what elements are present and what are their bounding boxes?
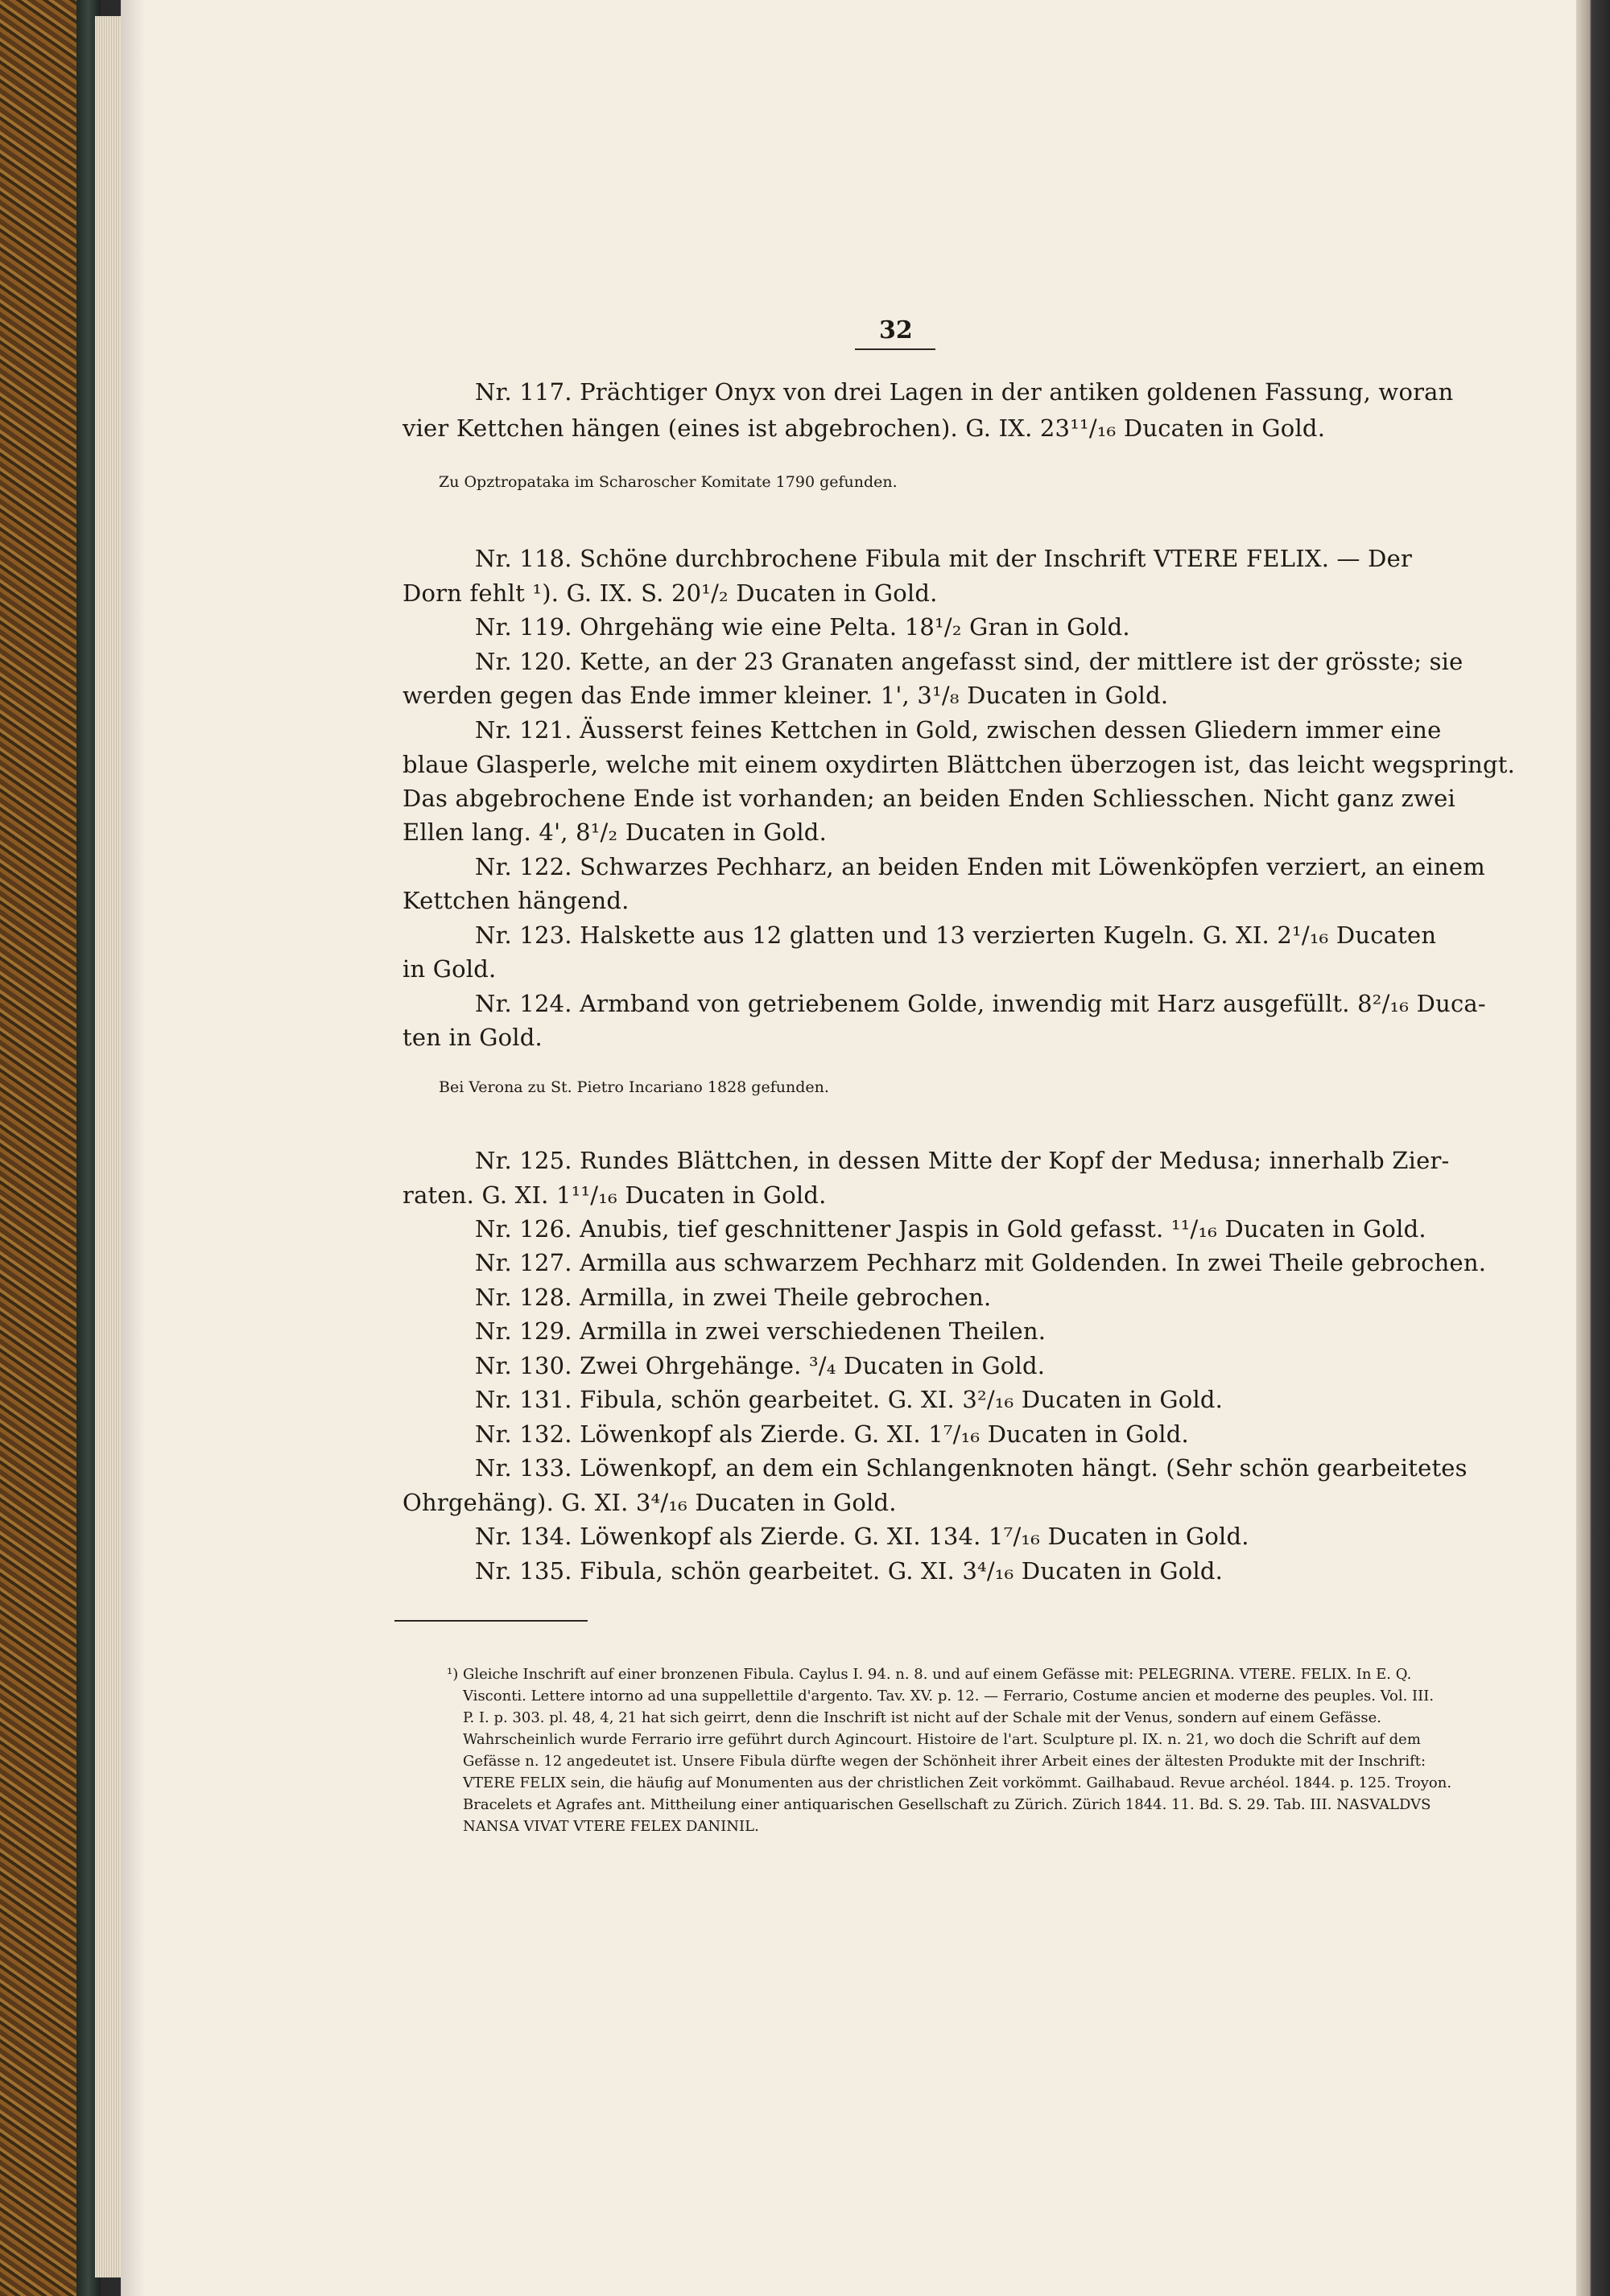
footnote-line: Bracelets et Agrafes ant. Mittheilung einer antiquarischen Gesellschaft zu Zürich. Zürich 1844. 11. Bd. S. 29. Tab. III. NASVALDVS bbox=[463, 1796, 1431, 1813]
page-number-rule bbox=[855, 348, 935, 350]
body-line: Nr. 129. Armilla in zwei verschiedenen Theilen. bbox=[475, 1317, 1046, 1345]
body-line: Nr. 124. Armband von getriebenem Golde, inwendig mit Harz ausgefüllt. 8²/₁₆ Duca- bbox=[475, 990, 1486, 1017]
body-line: ten in Gold. bbox=[402, 1024, 543, 1051]
body-line: Nr. 127. Armilla aus schwarzem Pechharz mit Goldenden. In zwei Theile gebrochen. bbox=[475, 1249, 1487, 1276]
body-line: Nr. 123. Halskette aus 12 glatten und 13 verzierten Kugeln. G. XI. 2¹/₁₆ Ducaten bbox=[475, 921, 1437, 949]
body-line: Dorn fehlt ¹). G. IX. S. 20¹/₂ Ducaten in Gold. bbox=[402, 579, 938, 607]
body-line: Nr. 117. Prächtiger Onyx von drei Lagen in der antiken goldenen Fassung, woran bbox=[475, 378, 1454, 406]
body-line: raten. G. XI. 1¹¹/₁₆ Ducaten in Gold. bbox=[402, 1181, 827, 1209]
footnote-rule bbox=[394, 1620, 588, 1622]
body-line: Nr. 126. Anubis, tief geschnittener Jaspis in Gold gefasst. ¹¹/₁₆ Ducaten in Gold. bbox=[475, 1215, 1426, 1243]
footnote-line: Gefässe n. 12 angedeutet ist. Unsere Fibula dürfte wegen der Schönheit ihrer Arbeit eines der ältesten Produkte mit der Inschrift: bbox=[463, 1753, 1426, 1770]
body-line: Nr. 118. Schöne durchbrochene Fibula mit der Inschrift VTERE FELIX. — Der bbox=[475, 545, 1413, 572]
body-line: Nr. 133. Löwenkopf, an dem ein Schlangenknoten hängt. (Sehr schön gearbeitetes bbox=[475, 1454, 1468, 1482]
body-line: Ohrgehäng). G. XI. 3⁴/₁₆ Ducaten in Gold. bbox=[402, 1489, 897, 1516]
page-gutter-shadow bbox=[121, 0, 145, 2296]
body-line: Nr. 135. Fibula, schön gearbeitet. G. XI. 3⁴/₁₆ Ducaten in Gold. bbox=[475, 1557, 1224, 1585]
body-line: Nr. 128. Armilla, in zwei Theile gebrochen. bbox=[475, 1284, 992, 1311]
body-line: Nr. 121. Äusserst feines Kettchen in Gold, zwischen dessen Gliedern immer eine bbox=[475, 716, 1442, 744]
find-note: Zu Opztropataka im Scharoscher Komitate 1790 gefunden. bbox=[439, 473, 898, 491]
footnote-line: P. I. p. 303. pl. 48, 4, 21 hat sich geirrt, denn die Inschrift ist nicht auf der Schale mit der Venus, sondern auf einem Gefässe. bbox=[463, 1709, 1381, 1726]
body-line: Kettchen hängend. bbox=[402, 887, 630, 914]
book-cover-marbled bbox=[0, 0, 85, 2296]
page-number: 32 bbox=[879, 316, 913, 344]
footnote-line: Visconti. Lettere intorno ad una suppellettile d'argento. Tav. XV. p. 12. — Ferrario, Costume ancien et moderne des peuples. Vol. III. bbox=[463, 1688, 1435, 1704]
body-line: Nr. 134. Löwenkopf als Zierde. G. XI. 134. 1⁷/₁₆ Ducaten in Gold. bbox=[475, 1523, 1249, 1550]
footnote-line: NANSA VIVAT VTERE FELEX DANINIL. bbox=[463, 1818, 759, 1835]
body-line: Nr. 122. Schwarzes Pechharz, an beiden Enden mit Löwenköpfen verziert, an einem bbox=[475, 853, 1485, 880]
body-line: Das abgebrochene Ende ist vorhanden; an beiden Enden Schliesschen. Nicht ganz zwei bbox=[402, 785, 1455, 812]
find-note: Bei Verona zu St. Pietro Incariano 1828 gefunden. bbox=[439, 1078, 829, 1096]
body-line: Nr. 130. Zwei Ohrgehänge. ³/₄ Ducaten in Gold. bbox=[475, 1352, 1046, 1379]
footnote-line: VTERE FELIX sein, die häufig auf Monumenten aus der christlichen Zeit vorkömmt. Gailhabaud. Revue archéol. 1844. p. 125. Troyon. bbox=[463, 1775, 1452, 1791]
footnote-line: ¹) Gleiche Inschrift auf einer bronzenen Fibula. Caylus I. 94. n. 8. und auf einem Gefässe mit: PELEGRINA. VTERE. FELIX. In E. Q. bbox=[447, 1666, 1412, 1683]
body-line: werden gegen das Ende immer kleiner. 1', 3¹/₈ Ducaten in Gold. bbox=[402, 682, 1169, 709]
body-line: blaue Glasperle, welche mit einem oxydirten Blättchen überzogen ist, das leicht wegspringt. bbox=[402, 751, 1516, 778]
page-right-edge bbox=[1576, 0, 1610, 2296]
body-line: Nr. 120. Kette, an der 23 Granaten angefasst sind, der mittlere ist der grösste; sie bbox=[475, 648, 1463, 675]
footnote-line: Wahrscheinlich wurde Ferrario irre geführt durch Agincourt. Histoire de l'art. Sculpture pl. IX. n. 21, wo doch die Schrift auf dem bbox=[463, 1731, 1421, 1748]
body-line: Nr. 131. Fibula, schön gearbeitet. G. XI. 3²/₁₆ Ducaten in Gold. bbox=[475, 1386, 1224, 1413]
body-line: Nr. 119. Ohrgehäng wie eine Pelta. 18¹/₂ Gran in Gold. bbox=[475, 613, 1130, 641]
body-line: Nr. 125. Rundes Blättchen, in dessen Mitte der Kopf der Medusa; innerhalb Zier- bbox=[475, 1147, 1450, 1174]
body-line: vier Kettchen hängen (eines ist abgebrochen). G. IX. 23¹¹/₁₆ Ducaten in Gold. bbox=[402, 414, 1326, 442]
body-line: in Gold. bbox=[402, 955, 497, 983]
body-line: Ellen lang. 4', 8¹/₂ Ducaten in Gold. bbox=[402, 818, 827, 846]
body-line: Nr. 132. Löwenkopf als Zierde. G. XI. 1⁷/₁₆ Ducaten in Gold. bbox=[475, 1420, 1189, 1448]
